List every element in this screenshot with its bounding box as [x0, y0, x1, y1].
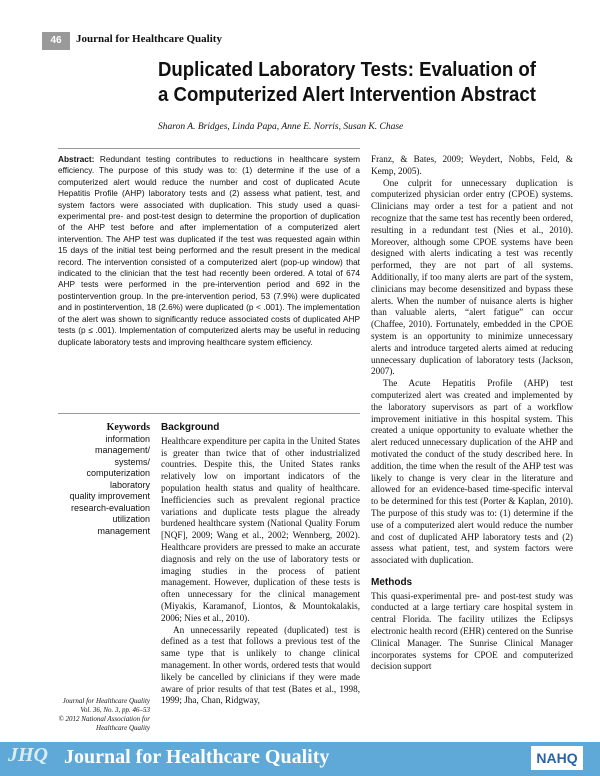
keyword-item: management [97, 525, 150, 536]
right-column [371, 154, 573, 673]
background-heading: Background [161, 422, 220, 433]
keyword-item: systems/ [114, 456, 150, 467]
abstract-top-rule [58, 148, 360, 149]
page-number-badge: 46 [42, 32, 70, 50]
background-paragraph-2: An unnecessarily repeated (duplicated) test is defined as a test that follows a previous test of the same type that is unlikely to change clinical management. In other words, ordered tests that would likely be cancelled by clinicians if they were made aware of prior results of that test (Bates et al., 1998, 1999; Jha, Chan, Ridgway, [161, 624, 360, 706]
running-header-journal: Journal for Healthcare Quality [76, 33, 222, 45]
keyword-item: management/ [94, 445, 150, 455]
nahq-logo: NAHQ [531, 746, 583, 770]
methods-paragraph-1: This quasi-experimental pre- and post-test study was conducted at a large tertiary care hospital system in central Florida. The facility utilizes the Eclipsys electronic health record (EHR) centered on the Sunrise Clinical Manager. The Sunrise Clinical Manager incorporates systems for CPOE and computerized decision support [371, 590, 573, 672]
right-paragraph-1: Franz, & Bates, 2009; Weydert, Nobbs, Feld, & Kemp, 2005). [371, 154, 573, 176]
keyword-item: information [105, 433, 150, 444]
abstract-text: Redundant testing contributes to reductions in healthcare system efficiency. The purpose of this study was to: (1) determine if the use of a computerized alert would reduce the number and cost of duplicated Acute Hepatitis Profile (AHP) laboratory tests and (2) assess what patient, test, and system factors were associated with duplication. This study used a quasi-experimental pre- and post-test design to determine the proportion of duplication of the AHP test before and after implementation of a computerized alert intervention. The AHP test was duplicated if the test was requested again within 15 days of the initial test being performed and the result present in the medical record. The intervention consisted of a computerized alert (pop-up window) that indicated to the clinician that the test had recently been ordered. A total of 674 AHP tests were performed in the pre-intervention period and 692 in the postintervention group. In the pre-intervention period, 53 (7.9%) were duplicated and in postintervention, 18 (2.6%) were duplicated (p < .001). The implementation of the alert was shown to significantly reduce associated costs of duplicated AHP tests (p ≤ .001). Implementation of computerized alerts may be useful in reducing duplicate laboratory tests and improving healthcare system efficiency. [58, 154, 360, 347]
keyword-item: quality improvement [69, 491, 150, 501]
meta-volume: Vol. 36, No. 3, pp. 46–53 [80, 706, 150, 714]
jhq-logo: JHQ [8, 744, 48, 766]
abstract-block [58, 154, 360, 348]
meta-copyright-2: Healthcare Quality [96, 724, 150, 732]
abstract-label: Abstract: [58, 154, 95, 164]
background-paragraph-1: Healthcare expenditure per capita in the United States is greater than twice that of other industrialized countries. Despite this, the United States ranks relatively low on important indicators of the population health status and quality of healthcare. Inefficiencies such as prevalent regional practice variations and duplicate tests plague the already burdened healthcare system (National Quality Forum [NQF], 2009; Wang et al., 2002; Wennberg, 2002). Healthcare providers are pressed to make an accurate diagnosis and rely on the use of laboratory tests or imaging studies in the process of patient management. However, duplication of these tests is often unnecessary for the clinical management (Miyakis, Karamanof, Liontos, & Mountokalakis, 2006; Nies et al., 2010). [161, 435, 360, 623]
keyword-item: utilization [112, 514, 150, 524]
article-authors: Sharon A. Bridges, Linda Papa, Anne E. Norris, Susan K. Chase [158, 122, 404, 132]
abstract-bottom-rule [58, 413, 360, 414]
meta-copyright: © 2012 National Association for [58, 715, 150, 723]
methods-heading: Methods [371, 576, 413, 588]
keywords-heading: Keywords [106, 422, 150, 433]
article-title: Duplicated Laboratory Tests: Evaluation of a Computerized Alert Intervention Abstract [158, 59, 536, 106]
publication-meta [58, 697, 150, 733]
right-paragraph-2: One culprit for unnecessary duplication is computerized physician order entry (CPOE) systems. Clinicians may order a test for a patient and not recognize that the same test has recently been ordered, resulting in a redundant test (Nies et al., 2010). Moreover, although some CPOE systems have been designed with alerts indicating a test was recently performed, they are not part of all systems. Additionally, if too many alerts are part of the system, clinicians may become desensitized and bypass these alerts. When the number of nuisance alerts is higher than valuable alerts, “alert fatigue” can occur (Chaffee, 2010). Fortunately, embedded in the CPOE system is an opportunity to minimize unnecessary alerts and introduce targeted alerts aimed at reducing unnecessary duplication of laboratory tests (Jackson, 2007). [371, 177, 573, 377]
right-paragraph-3: The Acute Hepatitis Profile (AHP) test computerized alert was created and implemented by the laboratory supervisors as part of a workflow improvement initiative in this hospital system. This created a unique opportunity to evaluate whether the alert reduced unnecessary duplication of the AHP and motivated the conduct of the study described here. In addition, the time when the result of the AHP test was likely to change is very clear in the literature and allowed for an evidence-based time-specific interval to be determined for this test (Porter & Kaplan, 2010). The purpose of this study was to: (1) determine if the use of a computerized alert would reduce the number and cost of duplicated AHP laboratory tests and (2) assess what patient, test, and system factors were associated with duplication. [371, 378, 573, 566]
keywords-box [58, 422, 150, 537]
footer-journal-title: Journal for Healthcare Quality [64, 746, 330, 768]
keyword-item: research-evaluation [70, 502, 150, 513]
keyword-item: computerization [86, 468, 150, 478]
background-column [161, 422, 360, 707]
meta-journal: Journal for Healthcare Quality [62, 697, 150, 705]
keyword-item: laboratory [109, 479, 150, 490]
